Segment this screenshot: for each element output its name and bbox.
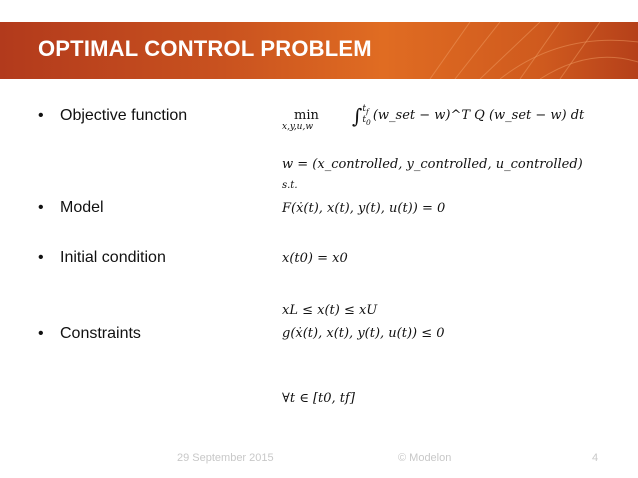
footer-page-number: 4 <box>592 452 599 464</box>
objective-integral <box>352 104 584 128</box>
integral-lower-sub: 0 <box>366 117 371 127</box>
integral-lower: t <box>362 114 367 125</box>
min-subscript: x,y,u,w <box>282 122 314 132</box>
bullet-model <box>38 199 104 217</box>
integral-upper-sub: f <box>366 106 369 116</box>
constraint-inequality: g(ẋ(t), x(t), y(t), u(t)) ≤ 0 <box>282 326 445 341</box>
integral-limits <box>362 105 370 127</box>
bullet-initial-condition <box>38 249 166 267</box>
initial-condition-equation: x(t0) = x0 <box>282 251 348 266</box>
integral-sign-icon: ∫ <box>352 104 363 128</box>
integral-upper: t <box>362 103 367 114</box>
min-word: min <box>294 108 319 123</box>
title-banner <box>0 22 638 79</box>
bullet-dot-icon: • <box>38 199 44 216</box>
integrand: (w_set − w)^T Q (w_set − w) dt <box>372 108 585 123</box>
footer-date: 29 September 2015 <box>177 452 274 464</box>
bullet-label: Model <box>60 199 104 216</box>
footer-company: © Modelon <box>398 452 452 464</box>
bullet-dot-icon: • <box>38 325 44 342</box>
w-definition: w = (x_controlled, y_controlled, u_controlled) <box>282 157 583 172</box>
bullet-label: Initial condition <box>60 249 166 266</box>
slide-title: OPTIMAL CONTROL PROBLEM <box>38 36 372 61</box>
bullet-dot-icon: • <box>38 107 44 124</box>
bounds-inequality: xL ≤ x(t) ≤ xU <box>282 303 378 318</box>
subject-to: s.t. <box>282 180 298 191</box>
bullet-constraints <box>38 325 141 343</box>
min-operator <box>282 108 319 132</box>
bullet-dot-icon: • <box>38 249 44 266</box>
model-equation: F(ẋ(t), x(t), y(t), u(t)) = 0 <box>282 201 446 216</box>
forall-time-range: ∀t ∈ [t0, tf] <box>282 391 355 406</box>
bullet-label: Objective function <box>60 107 188 124</box>
bullet-objective-function <box>38 107 187 125</box>
bullet-label: Constraints <box>60 325 141 342</box>
